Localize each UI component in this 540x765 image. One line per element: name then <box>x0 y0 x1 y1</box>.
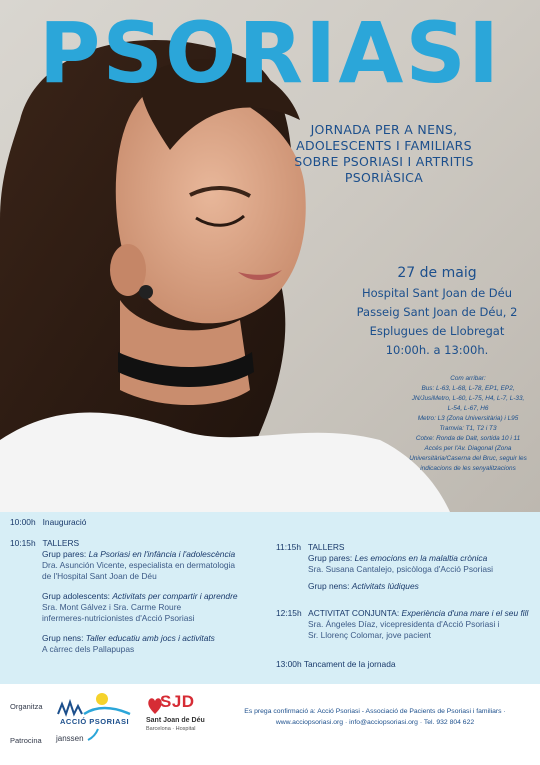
workshop-topic: Activitats lúdiques <box>351 581 419 591</box>
footer <box>0 684 540 765</box>
workshop-title <box>308 581 538 592</box>
event-city: Esplugues de Llobregat <box>369 324 505 338</box>
workshop-title <box>42 633 280 644</box>
schedule-label: ACTIVITAT CONJUNTA: <box>308 608 400 618</box>
schedule-time: 10:00h <box>10 517 36 527</box>
workshop-topic: Activitats per compartir i aprendre <box>112 591 238 601</box>
schedule-time: 13:00h <box>276 659 302 669</box>
activity-speaker: Sra. Ángeles Díaz, vicepresidenta d'Acció Psoriasi i <box>308 619 500 629</box>
schedule-time: 11:15h <box>276 542 301 552</box>
event-venue: Hospital Sant Joan de Déu <box>361 286 513 300</box>
workshop-group: Grup nens: <box>42 633 84 643</box>
workshop-speaker: infermeres-nutricionistes d'Acció Psoriasi <box>42 613 195 623</box>
event-address: Passeig Sant Joan de Déu, 2 <box>356 305 518 319</box>
directions-line: L-54, L-67, H6 <box>447 405 489 412</box>
workshop-title <box>42 549 280 560</box>
workshop-title <box>42 591 280 602</box>
workshop-title <box>308 553 538 564</box>
workshop-group: Grup nens: <box>308 581 350 591</box>
schedule-joint-activity <box>276 608 538 641</box>
directions-line: Com arribar: <box>450 375 486 382</box>
schedule-label: Tancament de la jornada <box>303 659 396 669</box>
schedule-time: 12:15h <box>276 608 302 618</box>
workshop-speaker: de l'Hospital Sant Joan de Déu <box>42 571 157 581</box>
janssen-swoosh-icon <box>86 728 100 742</box>
schedule-time: 10:15h <box>10 538 36 548</box>
organizer-label: Organitza <box>10 702 43 711</box>
directions-line: Bus: L-63, L-68, L-78, EP1, EP2, <box>421 385 515 392</box>
event-date: 27 de maig <box>397 265 477 281</box>
accio-psoriasi-name: ACCIÓ PSORIASI <box>60 717 130 726</box>
workshop-speaker: Dra. Asunción Vicente, especialista en dermatologia <box>42 560 236 570</box>
subtitle-line: PSORIÀSICA <box>344 170 424 185</box>
directions-line: Accés per l'Av. Diagonal (Zona <box>424 445 512 452</box>
workshop-speaker: A càrrec dels Pallapupas <box>42 644 135 654</box>
contact-line: Es prega confirmació a: Acció Psoriasi - Associació de Pacients de Psoriasi i familiars · <box>244 708 506 715</box>
schedule-workshops-2 <box>276 542 538 592</box>
directions-line: Universitària/Caserna del Bruc, seguir les <box>409 455 527 462</box>
sjd-initials: SJD <box>160 692 195 711</box>
janssen-logo-text: janssen <box>56 734 84 743</box>
workshop-group: Grup adolescents: <box>42 591 110 601</box>
subtitle-line: SOBRE PSORIASI I ARTRITIS <box>294 154 474 169</box>
workshop-topic: La Psoriasi en l'infància i l'adolescència <box>88 549 236 559</box>
event-hours: 10:00h. a 13:00h. <box>385 343 489 357</box>
workshop-topic: Taller educatiu amb jocs i activitats <box>85 633 215 643</box>
event-subtitle <box>264 122 504 186</box>
contact-line: www.acciopsoriasi.org · info@acciopsoriasi.org · Tel. 932 804 622 <box>275 719 475 726</box>
directions-line: Metro: L3 (Zona Universitària) i L95 <box>417 415 519 422</box>
schedule-label: TALLERS <box>42 538 80 548</box>
workshop-speaker: Sra. Mont Gálvez i Sra. Carme Roure <box>42 602 182 612</box>
sponsor-label: Patrocina <box>10 736 42 745</box>
subtitle-line: ADOLESCENTS I FAMILIARS <box>296 138 472 153</box>
contact-info <box>216 706 534 728</box>
workshop-group: Grup pares: <box>308 553 353 563</box>
directions <box>404 374 532 474</box>
event-info <box>352 262 522 360</box>
schedule-label: Inauguració <box>42 517 87 527</box>
workshop-speaker: Sra. Susana Cantalejo, psicòloga d'Acció Psoriasi <box>308 564 494 574</box>
directions-line: Tramvia: T1, T2 i T3 <box>439 425 497 432</box>
schedule-workshops-1 <box>10 538 280 655</box>
directions-line: JN/JusiMetro, L-60, L-75, H4, L-7, L-33, <box>411 395 525 402</box>
schedule-label: TALLERS <box>307 542 345 552</box>
subtitle-line: JORNADA PER A NENS, <box>310 122 458 137</box>
schedule-inauguration <box>10 517 86 528</box>
sjd-city: Barcelona · Hospital <box>146 726 196 732</box>
workshop-group: Grup pares: <box>42 549 87 559</box>
page-title: PSORIASI <box>38 4 502 102</box>
activity-topic: Experiència d'una mare i el seu fill <box>401 608 529 618</box>
directions-line: Cotxe: Ronda de Dalt, sortida 10 i 11 <box>415 435 521 442</box>
schedule-closing <box>276 659 396 670</box>
directions-line: indicacions de les senyalitzacions <box>420 465 516 472</box>
program-schedule <box>0 512 540 684</box>
sjd-name: Sant Joan de Déu <box>146 717 205 724</box>
workshop-topic: Les emocions en la malaltia crònica <box>354 553 488 563</box>
activity-speaker: Sr. Llorenç Colomar, jove pacient <box>308 630 431 640</box>
